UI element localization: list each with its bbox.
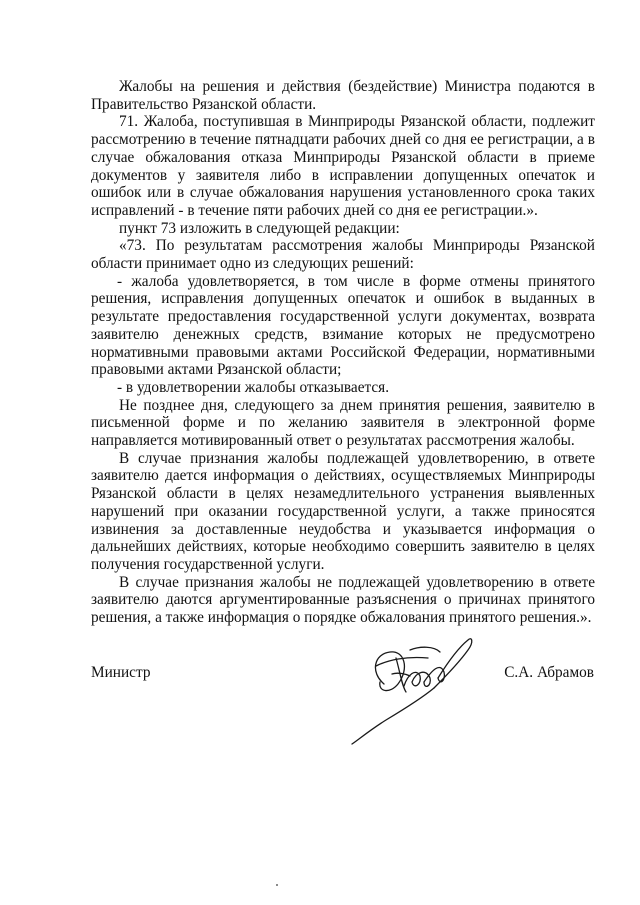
signatory-name: С.А. Абрамов <box>504 664 594 681</box>
paragraph-item-71: 71. Жалоба, поступившая в Минприроды Рязанской области, подлежит рассмотрению в течение пятнадцати рабочих дней со дня ее регистрации, а в случае обжалования отказа Минприроды Рязанской области в приеме документов у заявителя либо в исправлении допущенных опечаток и ошибок или в случае обжалования нарушения установленного срока таких исправлений - в течение пяти рабочих дней со дня ее регистрации.». <box>91 113 595 219</box>
handwritten-signature <box>340 628 480 746</box>
paragraph-amendment-intro: пункт 73 изложить в следующей редакции: <box>119 219 400 237</box>
list-item-refused: - в удовлетворении жалобы отказывается. <box>117 378 390 396</box>
paragraph-item-73: «73. По результатам рассмотрения жалобы Минприроды Рязанской области принимает одно из следующих решений: <box>91 237 595 273</box>
paragraph-refused-response: В случае признания жалобы не подлежащей удовлетворению в ответе заявителю даются аргументированные разъяснения о причинах принятого решения, а также информация о порядке обжалования принятого решения.». <box>91 573 595 627</box>
signatory-title: Министр <box>91 664 151 681</box>
paragraph-complaint-addressee: Жалобы на решения и действия (бездействие) Министра подаются в Правительство Рязанской области. <box>91 78 595 113</box>
list-item-satisfied: - жалоба удовлетворяется, в том числе в форме отмены принятого решения, исправления допущенных опечаток и ошибок в выданных в результате предоставления государственной услуги документах, возврата заявителю денежных средств, взимание которых не предусмотрено нормативными правовыми актами Российской Федерации, нормативными правовыми актами Рязанской области; <box>91 272 595 379</box>
paragraph-satisfied-response: В случае признания жалобы подлежащей удовлетворению, в ответе заявителю дается информация о действиях, осуществляемых Минприроды Рязанской области в целях незамедлительного устранения выявленных нарушений при оказании государственной услуги, а также приносятся извинения за доставленные неудобства и указывается информация о дальнейших действиях, которые необходимо совершить заявителю в целях получения государственной услуги. <box>91 449 595 573</box>
paragraph-response-deadline: Не позднее дня, следующего за днем принятия решения, заявителю в письменной форме и по желанию заявителя в электронной форме направляется мотивированный ответ о результатах рассмотрения жалобы. <box>91 396 595 450</box>
scan-speck <box>276 884 278 886</box>
document-body <box>91 78 595 627</box>
